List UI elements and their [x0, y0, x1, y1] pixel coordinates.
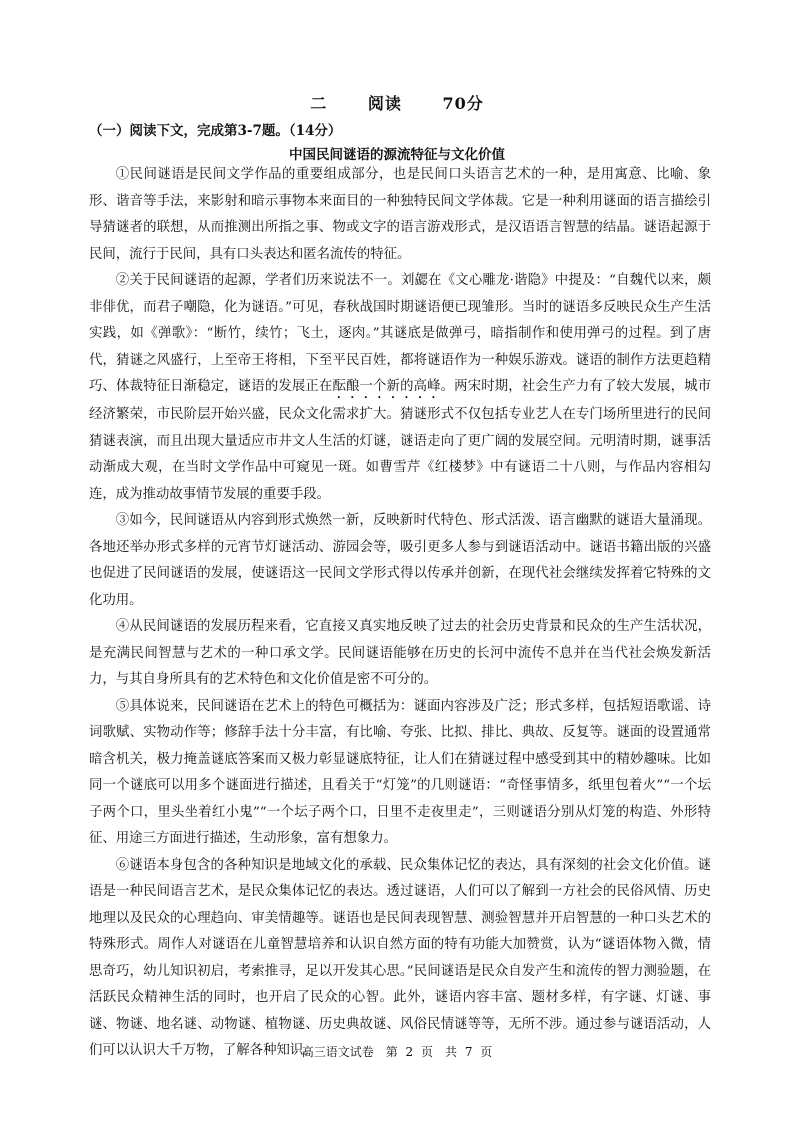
section-name: 阅读	[367, 94, 402, 113]
paragraph-6: ⑥谜语本身包含的各种知识是地域文化的承载、民众集体记忆的表达，具有深刻的社会文化价值。谜语是一种民间语言艺术，是民众集体记忆的表达。透过谜语，人们可以了解到一方社会的民俗风情、历史地理以及民众的心理趋向、审美情趣等。谜语也是民间表现智慧、测验智慧并开启智慧的一种口头艺术的特殊形式。周作人对谜语在儿童智慧培养和认识自然方面的特有功能大加赞赏，认为“谜语体物入微，情思奇巧，幼儿知识初启，考索推寻，足以开发其心思。”民间谜语是民众自发产生和流传的智力测验题，在活跃民众精神生活的同时，也开启了民众的心智。此外，谜语内容丰富、题材多样，有字谜、灯谜、事谜、物谜、地名谜、动物谜、植物谜、历史典故谜、风俗民情谜等等，无所不涉。通过参与谜语活动，人们可以认识大千万物，了解各种知识。	[89, 857, 711, 1058]
article-body	[89, 162, 711, 1065]
section-number: 二	[310, 94, 328, 113]
article-title: 中国民间谜语的源流特征与文化价值	[289, 147, 505, 163]
part-heading: （一）阅读下文，完成第3-7题。（14分）	[89, 123, 342, 139]
section-score: 70分	[442, 94, 484, 113]
dotted-phrase: 酝酿一个新的高峰	[332, 379, 441, 394]
paragraph-3: ③如今，民间谜语从内容到形式焕然一新，反映新时代特色、形式活泼、语言幽默的谜语大量涌现。各地还举办形式多样的元宵节灯谜活动、游园会等，吸引更多人参与到谜语活动中。谜语书籍出版的兴盛也促进了民间谜语的发展，使谜语这一民间文学形式得以传承并创新，在现代社会继续发挥着它特殊的文化功用。	[89, 513, 711, 608]
section-title	[0, 91, 794, 114]
paragraph-1: ①民间谜语是民间文学作品的重要组成部分，也是民间口头语言艺术的一种，是用寓意、比喻、象形、谐音等手法，来影射和暗示事物本来面目的一种独特民间文学体裁。它是一种利用谜面的语言描绘引导猜谜者的联想，从而推测出所指之事、物或文字的语言游戏形式，是汉语语言智慧的结晶。谜语起源于民间，流行于民间，具有口头表达和匿名流传的特征。	[89, 167, 711, 262]
paragraph-2-part-a: ②关于民间谜语的起源，学者们历来说法不一。刘勰在《文心雕龙·谐隐》中提及：“自魏代以来，颇非俳优，而君子嘲隐，化为谜语。”可见，春秋战国时期谜语便已现雏形。当时的谜语多反映民众生产生活实践，如《弹歌》：“断竹，续竹；飞土，逐肉。”其谜底是做弹弓，暗指制作和使用弹弓的过程。到了唐代，猜谜之风盛行，上至帝王将相，下至平民百姓，都将谜语作为一种娱乐游戏。谜语的制作方法更趋精巧、体裁特征日渐稳定，谜语的发展正在	[89, 273, 711, 394]
paragraph-4: ④从民间谜语的发展历程来看，它直接又真实地反映了过去的社会历史背景和民众的生产生活状况，是充满民间智慧与艺术的一种口承文学。民间谜语能够在历史的长河中流传不息并在当代社会焕发新活力，与其自身所具有的艺术特色和文化价值是密不可分的。	[89, 619, 711, 687]
page-footer: 高三语文试卷 第 2 页 共 7 页	[301, 1045, 493, 1059]
paragraph-2	[89, 268, 711, 508]
paragraph-2-part-b: 。两宋时期，社会生产力有了较大发展，城市经济繁荣，市民阶层开始兴盛，民众文化需求扩大。猜谜形式不仅包括专业艺人在专门场所里进行的民间猜谜表演，而且出现大量适应市井文人生活的灯谜，谜语走向了更广阔的发展空间。元明清时期，谜事活动渐成大观，在当时文学作品中可窥见一斑。如曹雪芹《红楼梦》中有谜语二十八则，与作品内容相勾连，成为推动故事情节发展的重要手段。	[89, 379, 712, 502]
paragraph-5: ⑤具体说来，民间谜语在艺术上的特色可概括为：谜面内容涉及广泛；形式多样，包括短语歌谣、诗词歌赋、实物动作等；修辞手法十分丰富，有比喻、夸张、比拟、排比、典故、反复等。谜面的设置通常暗含机关，极力掩盖谜底答案而又极力彰显谜底特征，让人们在猜谜过程中感受到其中的精妙趣味。比如同一个谜底可以用多个谜面进行描述，且看关于“灯笼”的几则谜语：“奇怪事情多，纸里包着火”“一个坛子两个口，里头坐着红小鬼”“一个坛子两个口，日里不走夜里走”，三则谜语分别从灯笼的构造、外形特征、用途三方面进行描述，生动形象，富有想象力。	[89, 698, 711, 846]
